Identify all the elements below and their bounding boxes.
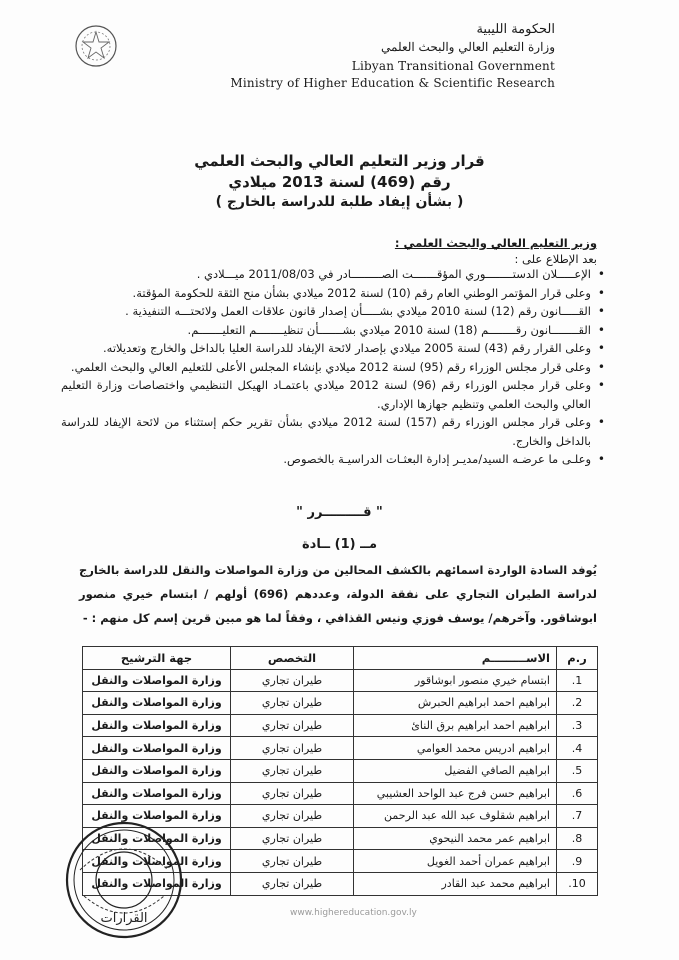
list-item: • وعلى القرار رقم (43) لسنة 2005 ميلادي بإصدار لائحة الإيفاد للدراسة العليا بالداخل والخارج وتعديلاته. <box>61 339 591 358</box>
row-specialization: طيران تجاري <box>231 692 354 715</box>
row-nominating-body: وزارة المواصلات والنقل <box>83 737 231 760</box>
table-row <box>83 759 598 782</box>
row-name: ابراهيم ادريس محمد العوامي <box>354 737 557 760</box>
row-name: ابراهيم محمد عبد القادر <box>354 872 557 895</box>
letterhead-arabic-ministry: وزارة التعليم العالي والبحث العلمي <box>381 40 555 54</box>
header-number: ر.م <box>557 647 598 670</box>
row-nominating-body: وزارة المواصلات والنقل <box>83 827 231 850</box>
table-row <box>83 714 598 737</box>
row-nominating-body: وزارة المواصلات والنقل <box>83 669 231 692</box>
list-item: • القــــــــانون رقــــــــم (18) لسنة 2010 ميلادي بشـــــــأن تنظيــــــــم التعليـــــــم. <box>61 321 591 340</box>
article-paragraph: يُوفد السادة الواردة اسمائهم بالكشف المحالين من وزارة المواصلات والنقل للدراسة بالخارج لدراسة الطيران التجاري على نفقة الدولة، وعددهم (696) أولهم / ابتسام خيري منصور ابوشاقور. وآخرهم/ يوسف فوزي ونيس القذافي ، وفقاً لما هو مبين قرين إسم كل منهم : - <box>79 563 597 625</box>
row-number: 8. <box>557 827 598 850</box>
list-item: • وعلى قرار المؤتمر الوطني العام رقم (10) لسنة 2012 ميلادي بشأن منح الثقة للحكومة المؤقتة. <box>61 284 591 303</box>
row-name: ابراهيم عمران أحمد الغويل <box>354 850 557 873</box>
list-item: • وعلى قرار مجلس الوزراء رقم (157) لسنة 2012 ميلادي بشأن تقرير حكم إستثناء من لائحة الإيفاد للدراسة بالداخل والخارج. <box>61 413 591 450</box>
letterhead-english-government: Libyan Transitional Government <box>351 59 555 73</box>
row-specialization: طيران تجاري <box>231 827 354 850</box>
row-specialization: طيران تجاري <box>231 759 354 782</box>
row-specialization: طيران تجاري <box>231 669 354 692</box>
table-row <box>83 737 598 760</box>
list-item: • الإعـــــلان الدستــــــــوري المؤقـــــــت الصـــــــــادر في 2011/08/03 ميـــلادي . <box>61 265 591 284</box>
row-nominating-body: وزارة المواصلات والنقل <box>83 692 231 715</box>
row-nominating-body: وزارة المواصلات والنقل <box>83 714 231 737</box>
row-number: 2. <box>557 692 598 715</box>
row-specialization: طيران تجاري <box>231 872 354 895</box>
row-number: 3. <box>557 714 598 737</box>
preamble-heading: وزير التعليم العالي والبحث العلمي : <box>394 236 597 250</box>
stamp-label: القرارات <box>100 911 148 926</box>
decree-subject: ( بشأن إيفاد طلبة للدراسة بالخارج ) <box>215 194 464 210</box>
header-specialization: التخصص <box>231 647 354 670</box>
preamble-list <box>61 265 605 469</box>
list-item: • وعلـى ما عرضـه السيد/مديـر إدارة البعثـات الدراسيـة بالخصوص. <box>61 450 591 469</box>
letterhead-english-ministry: Ministry of Higher Education & Scientific Research <box>230 76 555 90</box>
article-heading: مــ (1) ــادة <box>301 537 378 552</box>
header-name: الاســـــــــم <box>354 647 557 670</box>
letterhead-arabic-government: الحكومة الليبية <box>476 22 555 37</box>
row-number: 4. <box>557 737 598 760</box>
table-row <box>83 669 598 692</box>
decree-title: قرار وزير التعليم العالي والبحث العلمي <box>194 152 485 170</box>
row-nominating-body: وزارة المواصلات والنقل <box>83 850 231 873</box>
row-specialization: طيران تجاري <box>231 850 354 873</box>
official-stamp-icon <box>62 818 186 942</box>
table-row <box>83 692 598 715</box>
row-specialization: طيران تجاري <box>231 782 354 805</box>
decree-number: رقم (469) لسنة 2013 ميلادي <box>228 173 451 191</box>
footer-website: www.highereducation.gov.ly <box>290 908 417 918</box>
table-row <box>83 782 598 805</box>
row-nominating-body: وزارة المواصلات والنقل <box>83 759 231 782</box>
row-name: ابراهيم احمد ابراهيم الحبرش <box>354 692 557 715</box>
list-item: • وعلى قرار مجلس الوزراء رقم (95) لسنة 2012 ميلادي بإنشاء المجلس الأعلى للتعليم العالي والبحث العلمي. <box>61 358 591 377</box>
row-number: 1. <box>557 669 598 692</box>
row-specialization: طيران تجاري <box>231 714 354 737</box>
row-number: 10. <box>557 872 598 895</box>
row-number: 5. <box>557 759 598 782</box>
row-name: ابراهيم عمر محمد النيحوي <box>354 827 557 850</box>
row-number: 9. <box>557 850 598 873</box>
row-name: ابراهيم شقلوف عبد الله عبد الرحمن <box>354 805 557 828</box>
row-name: ابراهيم احمد ابراهيم برق النائ <box>354 714 557 737</box>
row-specialization: طيران تجاري <box>231 737 354 760</box>
row-nominating-body: وزارة المواصلات والنقل <box>83 805 231 828</box>
row-number: 6. <box>557 782 598 805</box>
row-number: 7. <box>557 805 598 828</box>
state-emblem-icon <box>72 22 120 70</box>
row-name: ابراهيم حسن فرج عبد الواحد العشيبي <box>354 782 557 805</box>
row-name: ابراهيم الصافي الفضيل <box>354 759 557 782</box>
header-nominating-body: جهة الترشيح <box>83 647 231 670</box>
row-nominating-body: وزارة المواصلات والنقل <box>83 872 231 895</box>
table-header-row <box>83 647 598 670</box>
preamble-after-review: بعد الإطلاع على : <box>514 252 597 266</box>
row-name: ابتسام خيري منصور ابوشاقور <box>354 669 557 692</box>
list-item: • القـــــانون رقم (12) لسنة 2010 ميلادي بشـــــأن إصدار قانون علاقات العمل ولائحتـــه التنفيذية . <box>61 302 591 321</box>
row-nominating-body: وزارة المواصلات والنقل <box>83 782 231 805</box>
row-specialization: طيران تجاري <box>231 805 354 828</box>
decision-word: " قـــــــــرر " <box>296 505 383 520</box>
list-item: • وعلى قرار مجلس الوزراء رقم (96) لسنة 2012 ميلادي باعتمـاد الهيكل التنظيمي واختصاصات وزارة التعليم العالي والبحث العلمي وتنظيم جهازها الإداري. <box>61 376 591 413</box>
